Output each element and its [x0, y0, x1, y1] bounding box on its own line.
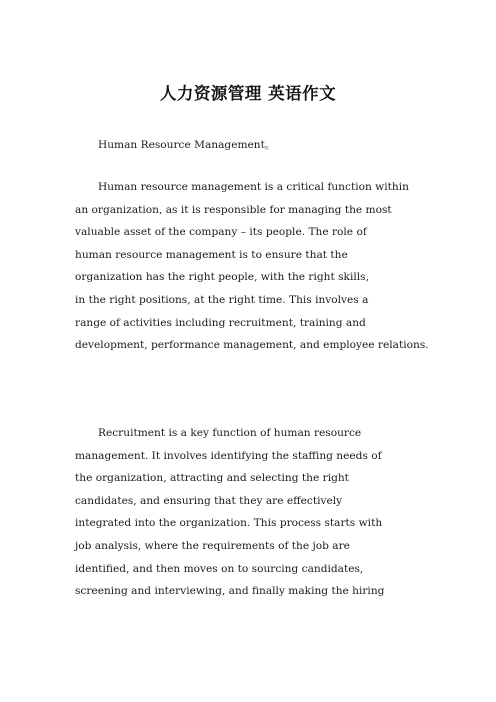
document-subtitle: Human Resource Management。	[98, 139, 276, 151]
paragraph-2: Recruitment is a key function of human resource management. It involves identifying the staffing needs of the organization, attracting and selecting the right candidates, and ensuring that they are effectively integrated into the organization. This process starts with job analysis, where the requirements of the job are identified, and then moves on to sourcing candidates, screening and interviewing, and finally making the hiring	[75, 427, 385, 598]
paragraph-1: Human resource management is a critical function within an organization, as it is responsible for managing the most valuable asset of the company – its people. The role of human resource management is to ensure that the organization has the right people, with the right skills, in the right positions, at the right time. This involves a range of activities including recruitment, training and development, performance management, and employee relations.	[75, 181, 429, 352]
page-title: 人力资源管理 英语作文	[159, 84, 337, 103]
